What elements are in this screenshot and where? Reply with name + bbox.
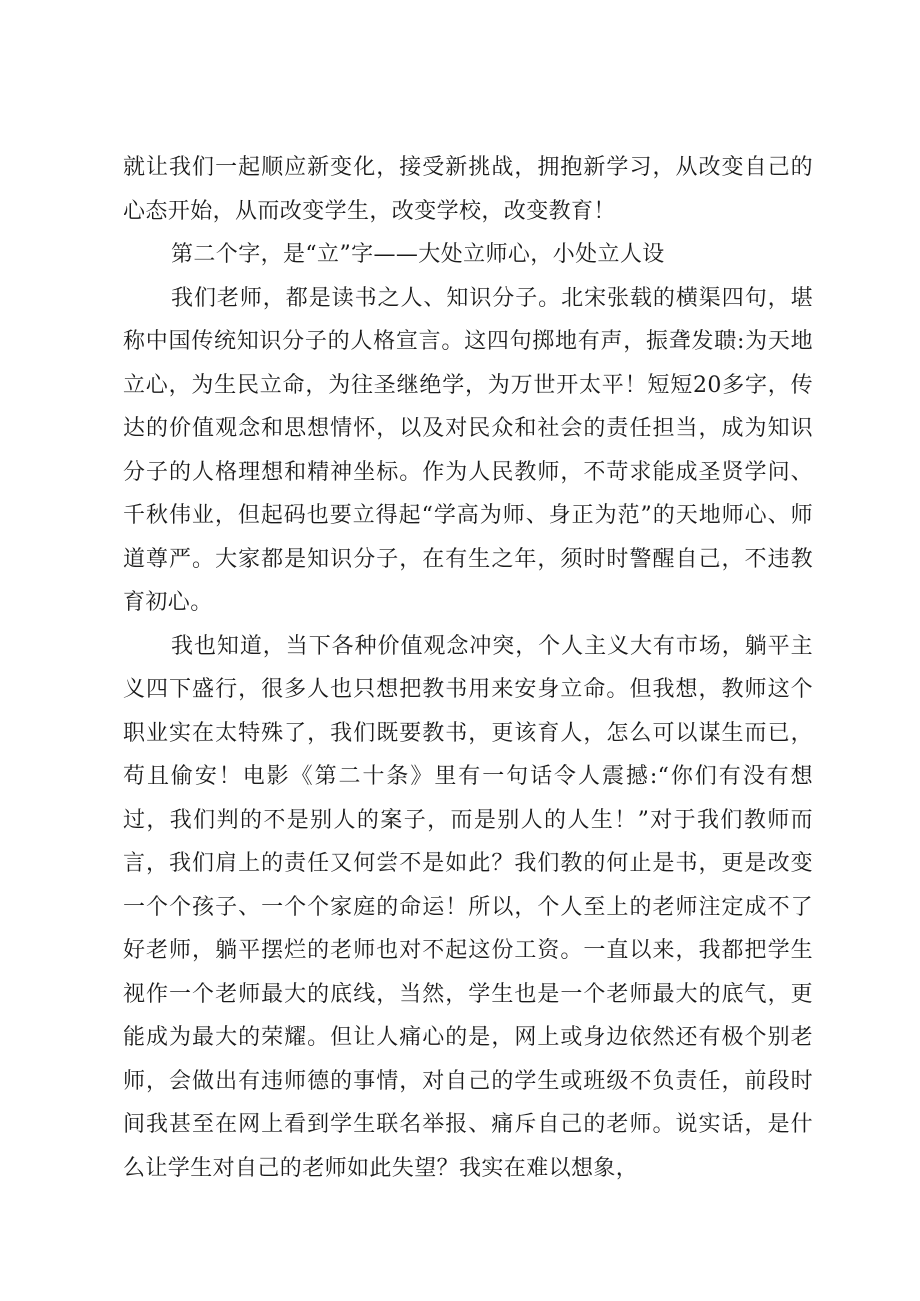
- paragraph-values-conflict: 我也知道，当下各种价值观念冲突，个人主义大有市场，躺平主义四下盛行，很多人也只想把教书用来安身立命。但我想，教师这个职业实在太特殊了，我们既要教书，更该育人，怎么可以谋生而已，苟且偷安！电影《第二十条》里有一句话令人震撼:“你们有没有想过，我们判的不是别人的案子，而是别人的人生！”对于我们教师而言，我们肩上的责任又何尝不是如此？我们教的何止是书，更是改变一个个孩子、一个个家庭的命运！所以，个人至上的老师注定成不了好老师，躺平摆烂的老师也对不起这份工资。一直以来，我都把学生视作一个老师最大的底线，当然，学生也是一个老师最大的底气，更能成为最大的荣耀。但让人痛心的是，网上或身边依然还有极个别老师，会做出有违师德的事情，对自己的学生或班级不负责任，前段时间我甚至在网上看到学生联名举报、痛斥自己的老师。说实话，是什么让学生对自己的老师如此失望？我实在难以想象，: [123, 633, 813, 1181]
- paragraph-continuation: 就让我们一起顺应新变化，接受新挑战，拥抱新学习，从改变自己的心态开始，从而改变学生，改变学校，改变教育！: [123, 155, 813, 224]
- paragraph-teachers-intellectuals: 我们老师，都是读书之人、知识分子。北宋张载的横渠四句，堪称中国传统知识分子的人格宣言。这四句掷地有声，振聋发聩:为天地立心，为生民立命，为往圣继绝学，为万世开太平！短短20多字，传达的价值观念和思想情怀，以及对民众和社会的责任担当，成为知识分子的人格理想和精神坐标。作为人民教师，不苛求能成圣贤学问、千秋伟业，但起码也要立得起“学高为师、身正为范”的天地师心、师道尊严。大家都是知识分子，在有生之年，须时时警醒自己，不违教育初心。: [123, 285, 813, 615]
- section-heading: 第二个字，是“立”字——大处立师心，小处立人设: [171, 242, 665, 267]
- document-body: [123, 146, 813, 1190]
